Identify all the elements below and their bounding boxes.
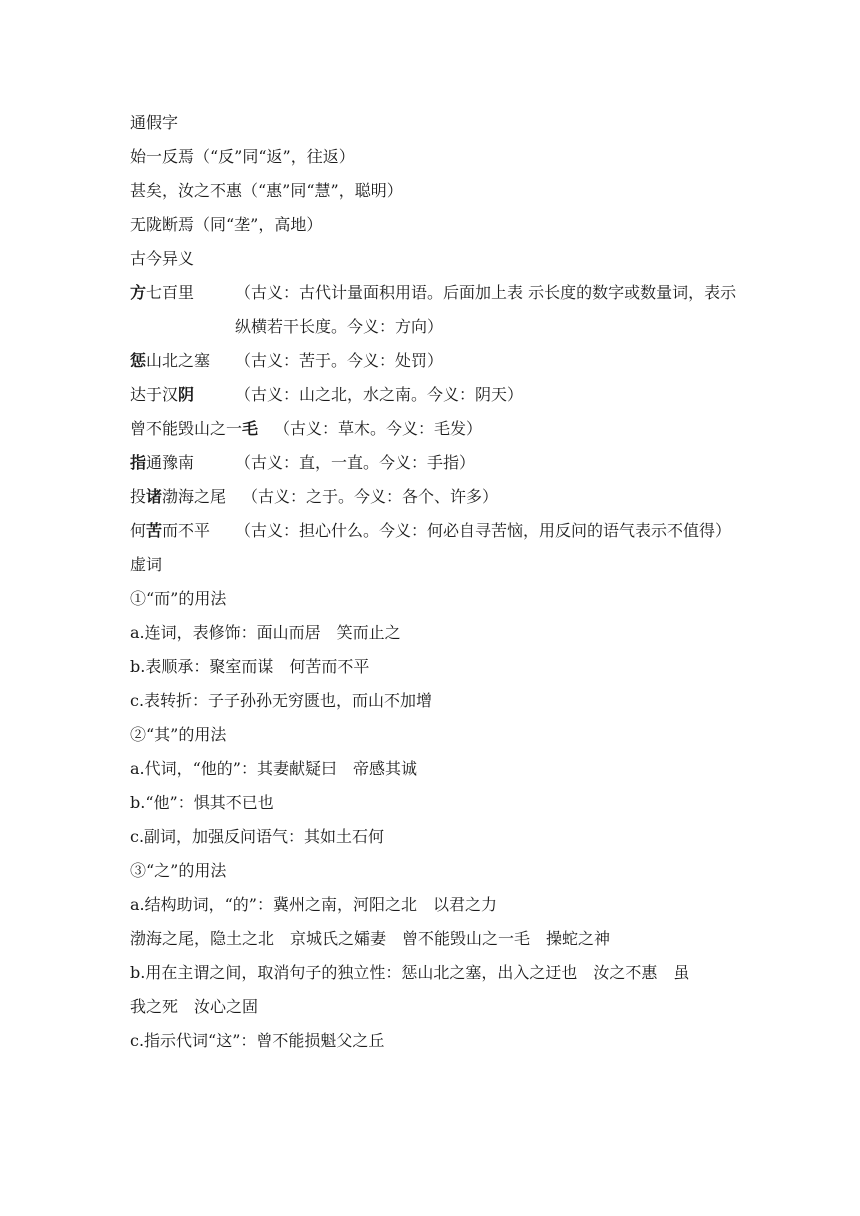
key-char: 诸 (146, 487, 163, 506)
xuci-line: a.结构助词，“的”：冀州之南，河阳之北 以君之力 (130, 895, 497, 914)
tongjia-item: 无陇断焉（同“垄”，高地） (130, 215, 323, 234)
section-heading-tongjia: 通假字 (130, 113, 179, 132)
gujin-note: （古义：古代计量面积用语。后面加上表 示长度的数字或数量词，表示纵横若干长度。今义：方向） (235, 283, 737, 336)
tongjia-item: 始一反焉（“反”同“返”，往返） (130, 147, 355, 166)
xuci-line: 我之死 汝心之固 (130, 997, 259, 1016)
gujin-term: 何苦而不平 (130, 521, 211, 540)
gujin-note: （古义：之于。今义：各个、许多） (242, 487, 499, 506)
gujin-item (130, 344, 740, 378)
key-char: 惩 (130, 351, 147, 370)
gujin-item (130, 412, 740, 446)
key-char: 指 (130, 453, 147, 472)
section-heading-gujin: 古今异义 (130, 249, 195, 268)
xuci-line: 渤海之尾，隐土之北 京城氏之孀妻 曾不能毁山之一毛 操蛇之神 (130, 929, 611, 948)
gujin-note: （古义：苦于。今义：处罚） (235, 351, 444, 370)
gujin-item (130, 446, 740, 480)
xuci-group-title: ③“之”的用法 (130, 861, 227, 880)
tongjia-item: 甚矣，汝之不惠（“惠”同“慧”，聪明） (130, 181, 403, 200)
xuci-line: c.副词，加强反问语气：其如土石何 (130, 827, 385, 846)
gujin-note: （古义：草木。今义：毛发） (274, 419, 483, 438)
gujin-item (130, 378, 740, 412)
gujin-item (130, 514, 740, 548)
key-char: 阴 (178, 385, 195, 404)
xuci-line: a.代词，“他的”：其妻献疑曰 帝感其诚 (130, 759, 417, 778)
key-char: 方 (130, 283, 147, 302)
gujin-term: 曾不能毁山之一毛 (130, 419, 259, 438)
gujin-term: 惩山北之塞 (130, 351, 211, 370)
gujin-term: 指通豫南 (130, 453, 195, 472)
gujin-term: 投诸渤海之尾 (130, 487, 227, 506)
xuci-line: c.指示代词“这”：曾不能损魁父之丘 (130, 1031, 385, 1050)
gujin-item (130, 276, 740, 344)
gujin-term: 方七百里 (130, 283, 195, 302)
gujin-note: （古义：担心什么。今义：何必自寻苦恼，用反问的语气表示不值得） (235, 521, 732, 540)
gujin-note: （古义：山之北，水之南。今义：阴天） (235, 385, 524, 404)
xuci-group-title: ①“而”的用法 (130, 589, 227, 608)
xuci-line: c.表转折：子子孙孙无穷匮也，而山不加增 (130, 691, 433, 710)
xuci-line: b.“他”：惧其不已也 (130, 793, 274, 812)
xuci-line: a.连词，表修饰：面山而居 笑而止之 (130, 623, 401, 642)
gujin-item (130, 480, 740, 514)
section-heading-xuci: 虚词 (130, 555, 163, 574)
document-body (130, 106, 740, 1058)
xuci-line: b.表顺承：聚室而谋 何苦而不平 (130, 657, 370, 676)
xuci-line: b.用在主谓之间，取消句子的独立性：惩山北之塞，出入之迂也 汝之不惠 虽 (130, 963, 690, 982)
xuci-group-title: ②“其”的用法 (130, 725, 227, 744)
gujin-term: 达于汉阴 (130, 385, 195, 404)
gujin-note: （古义：直，一直。今义：手指） (235, 453, 476, 472)
key-char: 毛 (242, 419, 259, 438)
key-char: 苦 (146, 521, 163, 540)
